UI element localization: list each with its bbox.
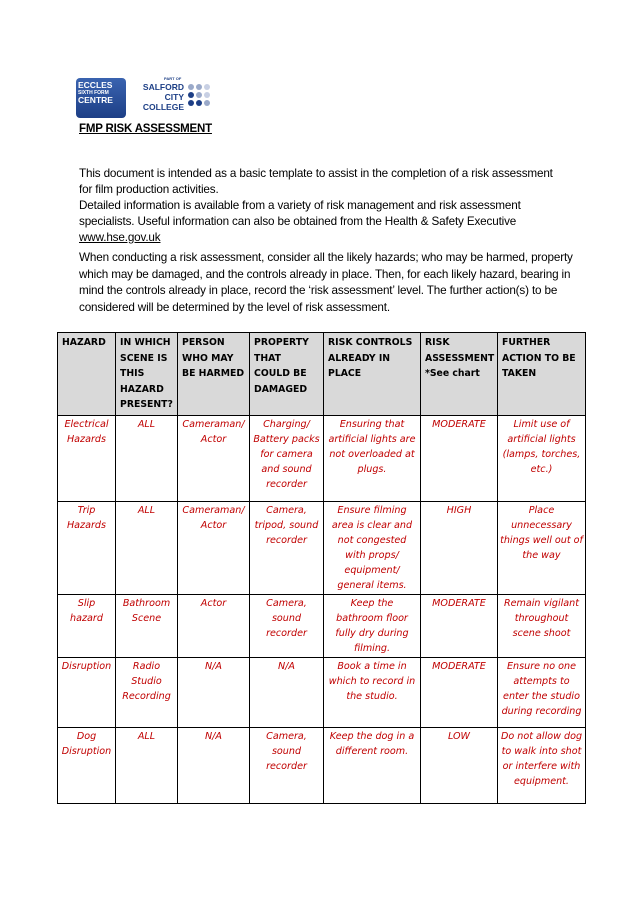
salford-city-college-logo — [132, 76, 212, 120]
instructions-text: When conducting a risk assessment, consider all the likely hazards; who may be harmed, property which may be damaged, and the controls already in place. Then, for each likely hazard, bearing in mind the controls already in place, record the ‘risk assessment’ level. The further action(s) to be considered will be determined by the level of risk assessment. — [79, 251, 573, 314]
document-title: FMP RISK ASSESSMENT — [79, 123, 212, 135]
header-logos — [76, 76, 216, 120]
hse-link[interactable]: www.hse.gov.uk — [79, 231, 161, 244]
table-cell: Ensure filming area is clear and not congested with props/ equipment/ general items. — [324, 501, 421, 594]
table-row — [58, 657, 586, 727]
eccles-logo-line1: ECCLES — [78, 80, 113, 90]
table-cell: ALL — [116, 415, 178, 501]
table-row — [58, 415, 586, 501]
salford-line2: CITY — [164, 92, 184, 102]
table-cell: MODERATE — [421, 657, 498, 727]
table-cell: Limit use of artificial lights (lamps, torches, etc.) — [498, 415, 586, 501]
table-cell: LOW — [421, 727, 498, 803]
table-cell: Place unnecessary things well out of the way — [498, 501, 586, 594]
intro-paragraph-2: Detailed information is available from a variety of risk management and risk assessment specialists. Useful information can also be obtained from the Health & Safety Executive — [79, 199, 521, 228]
table-row — [58, 594, 586, 657]
header-person: PERSON WHO MAY BE HARMED — [178, 333, 250, 416]
table-cell: Disruption — [58, 657, 116, 727]
table-cell: ALL — [116, 501, 178, 594]
table-cell: Keep the bathroom floor fully dry during filming. — [324, 594, 421, 657]
eccles-logo-line2: SIXTH FORM — [78, 90, 109, 96]
table-row — [58, 727, 586, 803]
table-cell: Keep the dog in a different room. — [324, 727, 421, 803]
table-cell: Ensuring that artificial lights are not overloaded at plugs. — [324, 415, 421, 501]
table-cell: MODERATE — [421, 415, 498, 501]
table-cell: Do not allow dog to walk into shot or interfere with equipment. — [498, 727, 586, 803]
header-further-action: FURTHER ACTION TO BE TAKEN — [498, 333, 586, 416]
logo-dots-icon — [188, 84, 214, 114]
table-cell: Charging/ Battery packs for camera and sound recorder — [250, 415, 324, 501]
table-cell: Camera, sound recorder — [250, 594, 324, 657]
salford-line1: SALFORD — [142, 82, 184, 92]
table-cell: Trip Hazards — [58, 501, 116, 594]
intro-paragraph-1: This document is intended as a basic template to assist in the completion of a risk assessment for film production activities. — [79, 167, 553, 196]
eccles-logo-line3: CENTRE — [78, 95, 113, 105]
header-hazard: HAZARD — [58, 333, 116, 416]
table-cell: Actor — [178, 594, 250, 657]
table-cell: Radio Studio Recording — [116, 657, 178, 727]
risk-assessment-table — [57, 332, 586, 804]
table-cell: Slip hazard — [58, 594, 116, 657]
table-cell: HIGH — [421, 501, 498, 594]
table-cell: Camera, sound recorder — [250, 727, 324, 803]
table-cell: Dog Disruption — [58, 727, 116, 803]
header-property: PROPERTY THAT COULD BE DAMAGED — [250, 333, 324, 416]
header-assessment: RISK ASSESSMENT *See chart — [421, 333, 498, 416]
eccles-logo — [76, 78, 126, 118]
salford-line3: COLLEGE — [142, 102, 184, 112]
table-cell: Cameraman/ Actor — [178, 501, 250, 594]
table-cell: N/A — [178, 727, 250, 803]
part-of-label: PART OF — [164, 76, 182, 81]
table-cell: Cameraman/ Actor — [178, 415, 250, 501]
table-cell: N/A — [250, 657, 324, 727]
salford-logo-text — [132, 82, 184, 112]
table-cell: MODERATE — [421, 594, 498, 657]
table-cell: Camera, tripod, sound recorder — [250, 501, 324, 594]
header-scene: IN WHICH SCENE IS THIS HAZARD PRESENT? — [116, 333, 178, 416]
intro-text — [79, 166, 569, 246]
header-controls: RISK CONTROLS ALREADY IN PLACE — [324, 333, 421, 416]
table-cell: Remain vigilant throughout scene shoot — [498, 594, 586, 657]
table-cell: Ensure no one attempts to enter the studio during recording — [498, 657, 586, 727]
table-cell: Book a time in which to record in the studio. — [324, 657, 421, 727]
table-cell: ALL — [116, 727, 178, 803]
table-cell: Bathroom Scene — [116, 594, 178, 657]
table-header-row — [58, 333, 586, 416]
table-cell: N/A — [178, 657, 250, 727]
table-cell: Electrical Hazards — [58, 415, 116, 501]
table-row — [58, 501, 586, 594]
